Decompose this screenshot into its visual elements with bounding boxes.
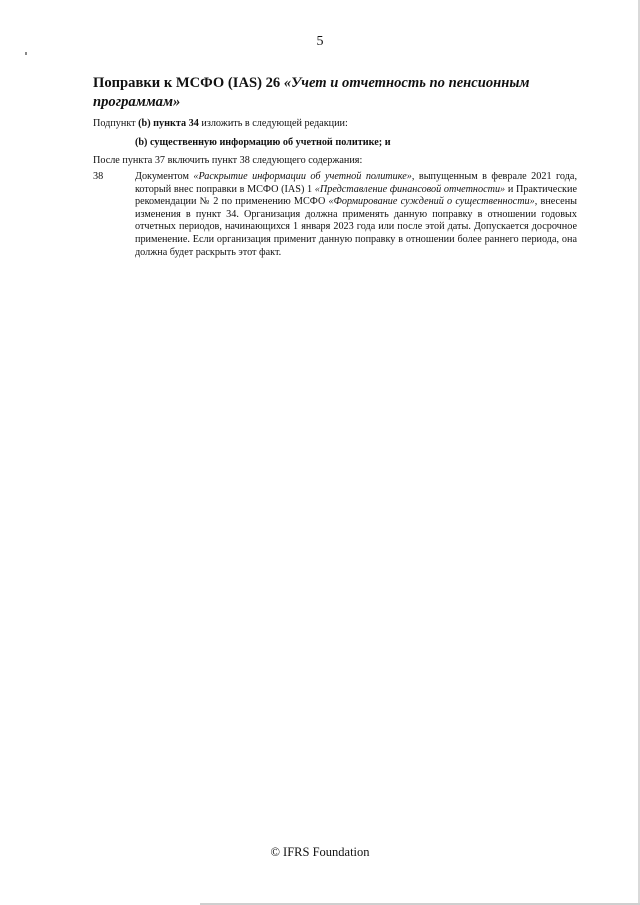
- instruction-amend-34: [93, 117, 348, 130]
- page-number: 5: [316, 34, 324, 49]
- instruction-text-b: (b): [138, 118, 151, 129]
- footer-copyright: © IFRS Foundation: [270, 845, 370, 859]
- amended-clause-b: (b) существенную информацию об учетной политике; и: [135, 137, 391, 148]
- title-italic: «Учет и отчетность по пенсионным программам»: [93, 75, 530, 110]
- para-italic-3: «Формирование суждений о существенности»: [328, 196, 535, 208]
- title-regular: Поправки к МСФО (IAS) 26: [93, 75, 284, 91]
- para-italic-2: «Представление финансовой отчетности»: [314, 183, 506, 195]
- instruction-insert-38: После пункта 37 включить пункт 38 следующего содержания:: [93, 155, 363, 166]
- page-title: [93, 74, 563, 112]
- paragraph-38-text: [135, 171, 577, 259]
- para-text-2: , выпущенным в феврале 2021 года, который внес поправки в МСФО (IAS) 1: [135, 171, 577, 195]
- scan-artifact: [25, 52, 27, 55]
- instruction-text-d: изложить в следующей редакции:: [198, 118, 348, 129]
- para-text-1: Документом: [135, 171, 194, 182]
- para-italic-1: «Раскрытие информации об учетной политике»: [193, 171, 412, 182]
- paragraph-number: 38: [93, 171, 104, 182]
- instruction-text-c: пункта 34: [150, 118, 199, 129]
- para-text-3: и Практические рекомендации № 2 по применению МСФО: [135, 183, 577, 208]
- instruction-text-a: Подпункт: [93, 118, 139, 129]
- para-text-4: , внесены изменения в пункт 34. Организация должна применять данную поправку в отношении годовых отчетных периодов, начинающихся 1 января 2023 года или после этой даты. Допускается досрочное применение. Если организация применит данную поправку в отношении более раннего периода, она должна будет раскрыть этот факт.: [135, 196, 578, 258]
